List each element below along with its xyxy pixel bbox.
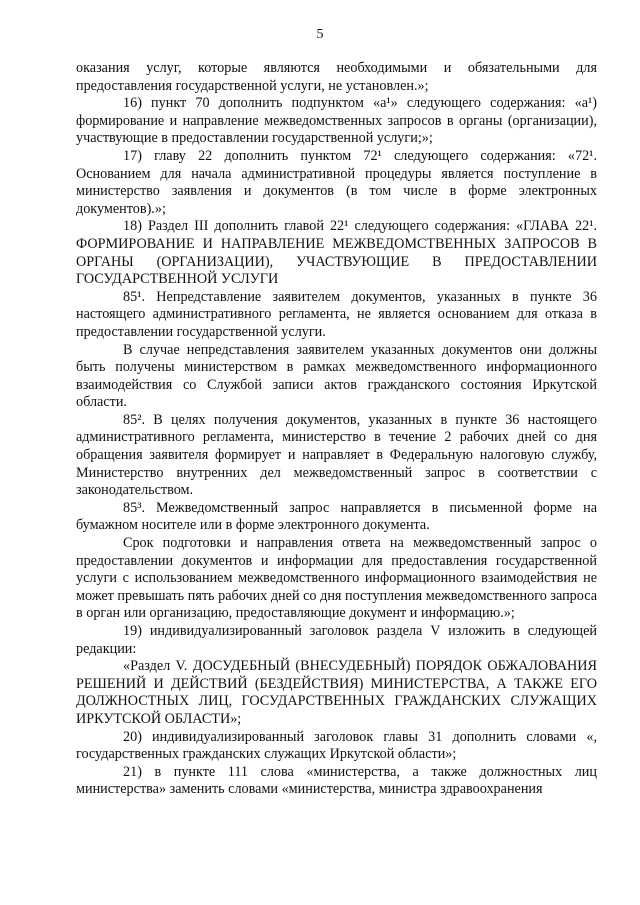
paragraph-3: 17) главу 22 дополнить пунктом 72¹ следующего содержания: «72¹. Основанием для начала административной процедуры является поступление в министерство заявления и документов (в том числе в форме электронных документов).»; (76, 147, 597, 217)
paragraph-10: 19) индивидуализированный заголовок раздела V изложить в следующей редакции: (76, 623, 597, 657)
document-body (76, 60, 597, 799)
paragraph-9: Срок подготовки и направления ответа на межведомственный запрос о предоставлении документов и информации для предоставления государственной услуги с использованием межведомственного информационного взаимодействия не может превышать пять рабочих дней со дня поступления межведомственного запроса в орган или организацию, предоставляющие документ и информацию.»; (76, 535, 597, 622)
paragraph-7: 85². В целях получения документов, указанных в пункте 36 настоящего административного регламента, министерство в течение 2 рабочих дней со дня обращения заявителя формирует и направляет в Федеральную налоговую службу, Министерство внутренних дел межведомственный запрос в соответствии с законодательством. (76, 411, 597, 499)
paragraph-13: 21) в пункте 111 слова «министерства, а также должностных лиц министерства» заменить словами «министерства, министра здравоохранения (76, 763, 597, 798)
paragraph-6: В случае непредставления заявителем указанных документов они должны быть получены министерством в рамках межведомственного информационного взаимодействия со Службой записи актов гражданского состояния Иркутской области. (76, 341, 597, 411)
paragraph-8: 85³. Межведомственный запрос направляется в письменной форме на бумажном носителе или в форме электронного документа. (76, 499, 597, 534)
paragraph-2: 16) пункт 70 дополнить подпунктом «а¹» следующего содержания: «а¹) формирование и направление межведомственных запросов в органы (организации), участвующие в предоставлении государственной услуги;»; (76, 95, 597, 147)
paragraph-5: 85¹. Непредставление заявителем документов, указанных в пункте 36 настоящего административного регламента, не является основанием для отказа в предоставлении государственной услуги. (76, 288, 597, 340)
paragraph-4: 18) Раздел III дополнить главой 22¹ следующего содержания: «ГЛАВА 22¹. ФОРМИРОВАНИЕ И НАПРАВЛЕНИЕ МЕЖВЕДОМСТВЕННЫХ ЗАПРОСОВ В ОРГАНЫ (ОРГАНИЗАЦИИ), УЧАСТВУЮЩИЕ В ПРЕДОСТАВЛЕНИИ ГОСУДАРСТВЕННОЙ УСЛУГИ (76, 218, 597, 288)
page-number: 5 (316, 27, 324, 42)
paragraph-1: оказания услуг, которые являются необходимыми и обязательными для предоставления государственной услуги, не установлен.»; (76, 60, 597, 94)
paragraph-11: «Раздел V. ДОСУДЕБНЫЙ (ВНЕСУДЕБНЫЙ) ПОРЯДОК ОБЖАЛОВАНИЯ РЕШЕНИЙ И ДЕЙСТВИЙ (БЕЗДЕЙСТВИЯ) МИНИСТЕРСТВА, А ТАКЖЕ ЕГО ДОЛЖНОСТНЫХ ЛИЦ, ГОСУДАРСТВЕННЫХ ГРАЖДАНСКИХ СЛУЖАЩИХ ИРКУТСКОЙ ОБЛАСТИ»; (76, 658, 597, 727)
paragraph-12: 20) индивидуализированный заголовок главы 31 дополнить словами «, государственных гражданских служащих Иркутской области»; (76, 728, 597, 763)
